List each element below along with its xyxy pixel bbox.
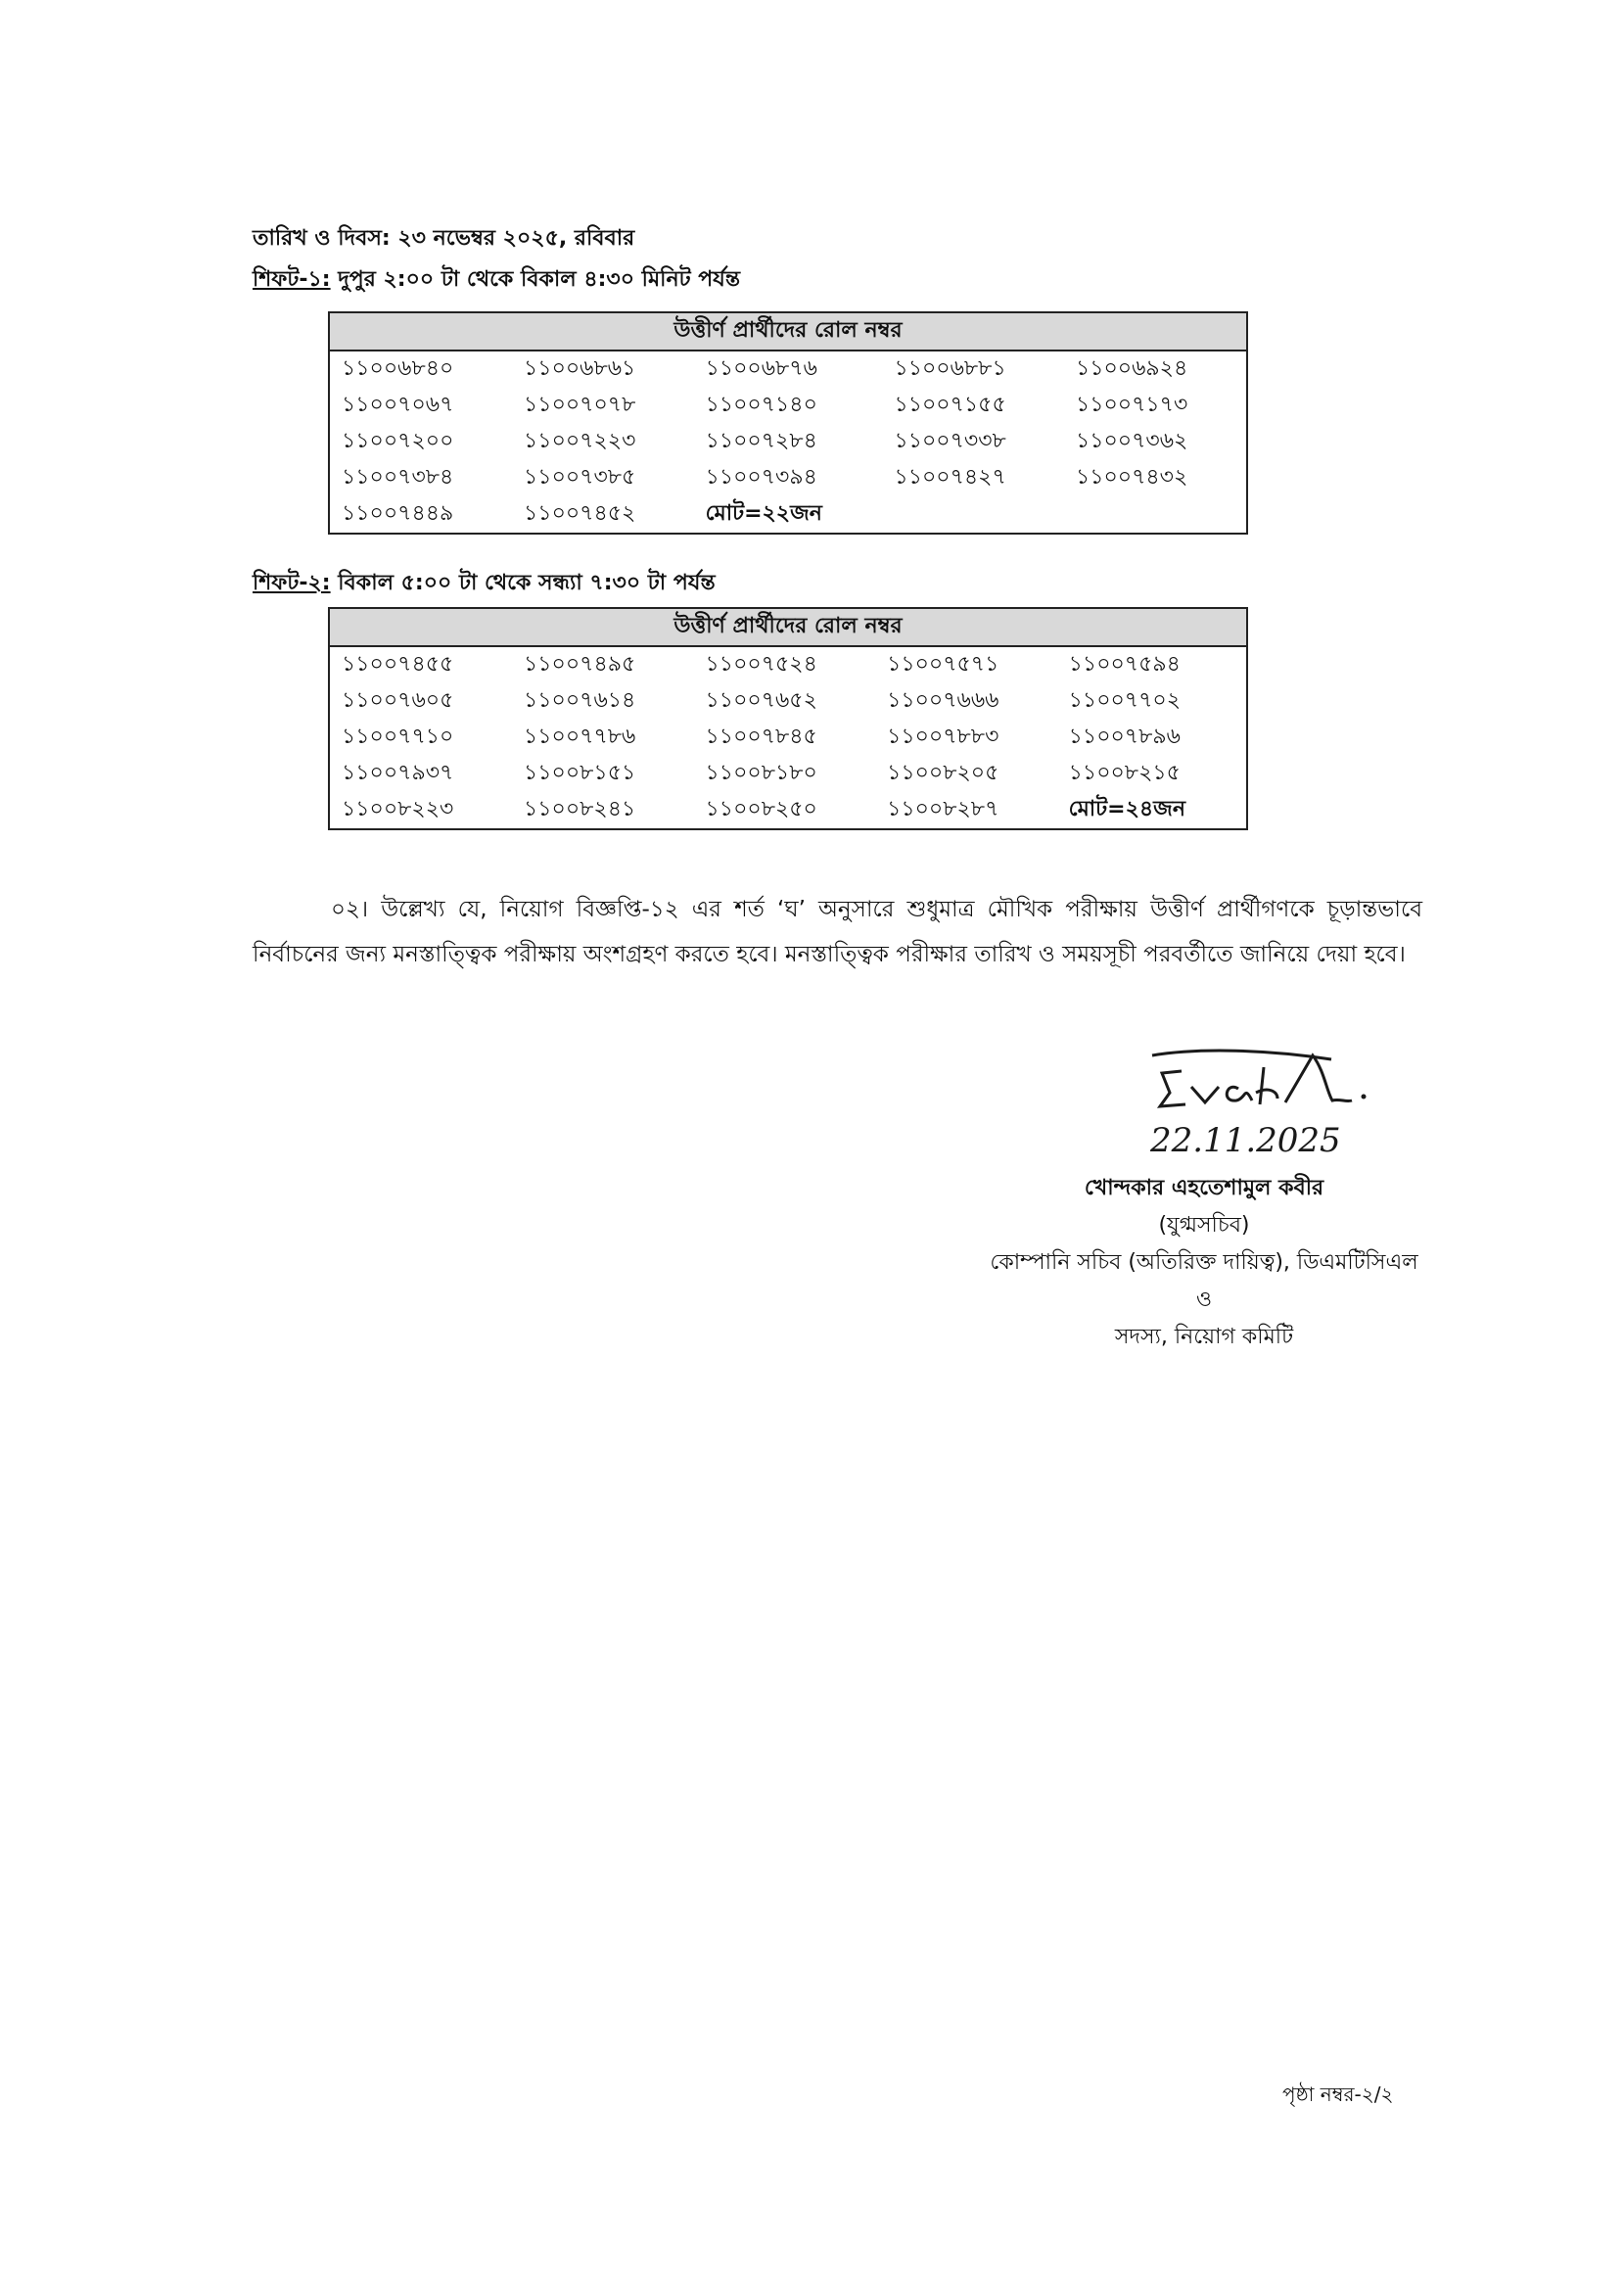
table-row xyxy=(329,496,1247,534)
table-row xyxy=(329,720,1247,756)
roll-cell: ১১০০৭৭০২ xyxy=(1068,688,1182,713)
signature-date: 22.11.2025 xyxy=(1150,1121,1341,1160)
roll-cell: ১১০০৭৬৫২ xyxy=(705,688,817,713)
roll-cell: ১১০০৭০৭৮ xyxy=(524,393,636,417)
shift-2-roll-table xyxy=(328,607,1248,830)
roll-cell: ১১০০৭৩৬২ xyxy=(1075,429,1188,453)
roll-cell: ১১০০৭৫২৪ xyxy=(705,652,817,677)
roll-cell: ১১০০৭৪৫৫ xyxy=(342,652,454,677)
roll-cell: ১১০০৭৩৮৪ xyxy=(342,465,454,490)
roll-cell: ১১০০৭৭৮৬ xyxy=(524,725,636,749)
shift-1-time: দুপুর ২:০০ টা থেকে বিকাল ৪:৩০ মিনিট পর্যন্ত xyxy=(330,267,741,292)
signatory-name: খোন্দকার এহতেশামুল কবীর xyxy=(1084,1176,1324,1200)
table-row xyxy=(329,756,1247,792)
total-count-cell: মোট=২৪জন xyxy=(1068,797,1185,821)
roll-cell: ১১০০৭৬৬৬ xyxy=(887,688,999,713)
roll-cell: ১১০০৭৪৪৯ xyxy=(342,501,454,526)
roll-cell: ১১০০৭৭১০ xyxy=(342,725,454,749)
table-row xyxy=(329,460,1247,496)
total-count-cell: মোট=২২জন xyxy=(705,501,822,526)
roll-cell: ১১০০৭২০০ xyxy=(342,429,454,453)
shift-1-label: শিফট-১: xyxy=(253,267,331,292)
table-row xyxy=(329,388,1247,424)
roll-cell: ১১০০৮১৮০ xyxy=(705,761,817,785)
signatory-conjunction: ও xyxy=(1195,1287,1213,1312)
shift-2-table-header: উত্তীর্ণ প্রার্থীদের রোল নম্বর xyxy=(329,608,1247,646)
signatory-block xyxy=(930,1170,1478,1356)
roll-cell: ১১০০৬৮৪০ xyxy=(342,356,454,381)
roll-cell: ১১০০৮২০৫ xyxy=(887,761,999,785)
roll-cell: ১১০০৭৪৯৫ xyxy=(524,652,636,677)
roll-cell: ১১০০৭৩৯৪ xyxy=(705,465,817,490)
table-row xyxy=(329,424,1247,460)
table-row xyxy=(329,683,1247,720)
roll-cell: ১১০০৭১৭৩ xyxy=(1075,393,1188,417)
roll-cell: ১১০০৮২৪১ xyxy=(524,797,636,821)
roll-cell: ১১০০৬৮৮১ xyxy=(894,356,1006,381)
table-row xyxy=(329,351,1247,388)
roll-cell: ১১০০৮২৮৭ xyxy=(887,797,999,821)
roll-cell: ১১০০৭৯৩৭ xyxy=(342,761,454,785)
notice-paragraph xyxy=(253,887,1422,977)
roll-cell: ১১০০৮২৫০ xyxy=(705,797,817,821)
roll-cell: ১১০০৮২২৩ xyxy=(342,797,454,821)
roll-cell: ১১০০৭৫৯৪ xyxy=(1068,652,1181,677)
signatory-role-2: সদস্য, নিয়োগ কমিটি xyxy=(1114,1325,1294,1349)
table-row xyxy=(329,646,1247,683)
roll-cell: ১১০০৬৮৬১ xyxy=(524,356,636,381)
shift-2-heading xyxy=(253,566,716,602)
roll-cell: ১১০০৭২২৩ xyxy=(524,429,636,453)
roll-cell: ১১০০৬৮৭৬ xyxy=(705,356,817,381)
exam-date-line: তারিখ ও দিবস: ২৩ নভেম্বর ২০২৫, রবিবার xyxy=(253,226,635,251)
shift-1-roll-table xyxy=(328,311,1248,535)
roll-cell: ১১০০৭৫৭১ xyxy=(887,652,999,677)
notice-paragraph-text: ০২। উল্লেখ্য যে, নিয়োগ বিজ্ঞপ্তি-১২ এর শর্ত ‘ঘ’ অনুসারে শুধুমাত্র মৌখিক পরীক্ষায় উত্তীর্ণ প্রার্থীগণকে চূড়ান্তভাবে নির্বাচনের জন্য মনস্তাত্ত্বিক পরীক্ষায় অংশগ্রহণ করতে হবে। মনস্তাত্ত্বিক পরীক্ষার তারিখ ও সময়সূচী পরবর্তীতে জানিয়ে দেয়া হবে। xyxy=(253,897,1422,967)
roll-cell: ১১০০৭৪২৭ xyxy=(894,465,1006,490)
roll-cell: ১১০০৭৩৩৮ xyxy=(894,429,1006,453)
page-number: পৃষ্ঠা নম্বর-২/২ xyxy=(1282,2082,1394,2106)
roll-cell: ১১০০৭৮৪৫ xyxy=(705,725,817,749)
roll-cell: ১১০০৭০৬৭ xyxy=(342,393,454,417)
handwritten-signature xyxy=(1131,1036,1385,1173)
shift-1-heading xyxy=(253,262,740,299)
signatory-role-1: কোম্পানি সচিব (অতিরিক্ত দায়িত্ব), ডিএমটিসিএল xyxy=(990,1250,1418,1275)
signatory-designation: (যুগ্মসচিব) xyxy=(1158,1213,1250,1238)
roll-cell xyxy=(882,496,1064,534)
roll-cell: ১১০০৮২১৫ xyxy=(1068,761,1181,785)
roll-cell: ১১০০৭১৪০ xyxy=(705,393,817,417)
roll-cell: ১১০০৮১৫১ xyxy=(524,761,636,785)
roll-cell: ১১০০৭৬০৫ xyxy=(342,688,454,713)
roll-cell: ১১০০৭৮৯৬ xyxy=(1068,725,1181,749)
table-row xyxy=(329,792,1247,829)
shift-2-label: শিফট-২: xyxy=(253,571,331,595)
roll-cell: ১১০০৭৩৮৫ xyxy=(524,465,636,490)
roll-cell: ১১০০৭৪৩২ xyxy=(1075,465,1188,490)
roll-cell: ১১০০৭২৮৪ xyxy=(705,429,817,453)
roll-cell: ১১০০৭৪৫২ xyxy=(524,501,636,526)
shift-2-time: বিকাল ৫:০০ টা থেকে সন্ধ্যা ৭:৩০ টা পর্যন্ত xyxy=(330,571,716,595)
roll-cell: ১১০০৬৯২৪ xyxy=(1075,356,1188,381)
roll-cell: ১১০০৭৮৮৩ xyxy=(887,725,999,749)
shift-1-table-header: উত্তীর্ণ প্রার্থীদের রোল নম্বর xyxy=(329,312,1247,351)
roll-cell: ১১০০৭৬১৪ xyxy=(524,688,636,713)
roll-cell xyxy=(1064,496,1247,534)
roll-cell: ১১০০৭১৫৫ xyxy=(894,393,1006,417)
